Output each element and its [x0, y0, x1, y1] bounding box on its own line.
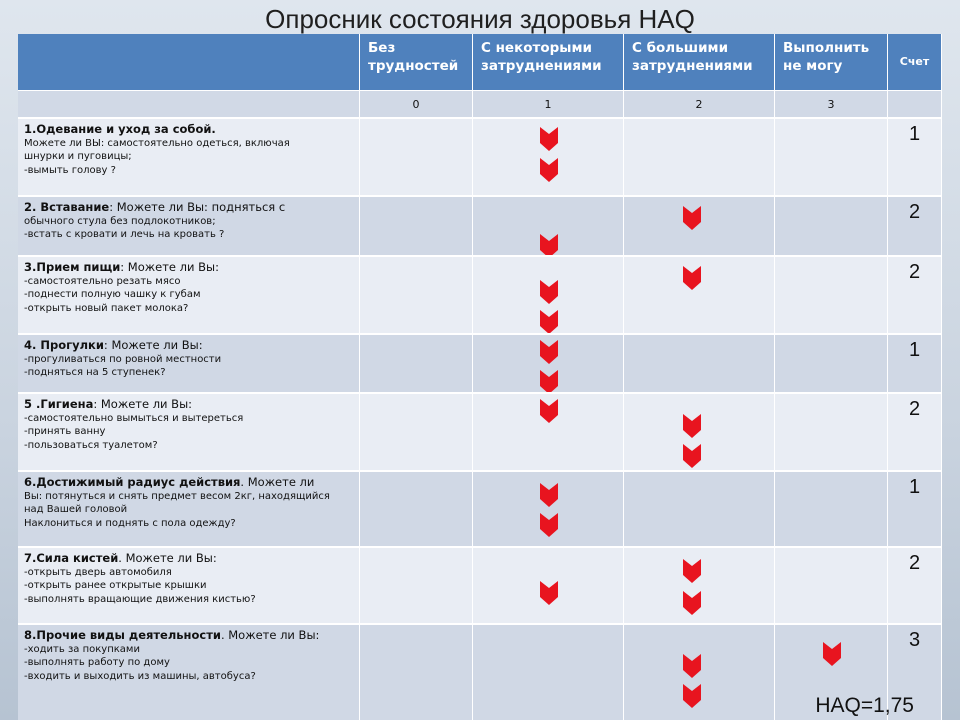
score-cell: 2 [888, 197, 942, 255]
header-unable: Выполнить не могу [775, 34, 888, 90]
question-title-bold: 6.Достижимый радиус действия [24, 475, 241, 489]
header-no-difficulty: Без трудностей [360, 34, 473, 90]
score-cell: 2 [888, 257, 942, 333]
question-title-rest: : Можете ли Вы: подняться с [109, 200, 286, 214]
check-mark-icon [539, 339, 559, 365]
answer-cell-2 [624, 394, 775, 470]
answer-cell-0 [360, 335, 473, 392]
question-line: Можете ли ВЫ: самостоятельно одеться, включая [24, 137, 290, 149]
table-row [18, 333, 942, 392]
answer-cell-3 [775, 548, 888, 623]
question-title [24, 552, 353, 566]
question-line: Наклониться и поднять с пола одежду? [24, 517, 236, 529]
answer-cell-0 [360, 472, 473, 546]
answer-cell-0 [360, 197, 473, 255]
question-title-rest: : Можете ли Вы: [93, 397, 193, 411]
answer-cell-3 [775, 197, 888, 255]
check-mark-icon [822, 641, 842, 667]
question-title-bold: 5 .Гигиена [24, 397, 94, 411]
check-mark-icon [682, 265, 702, 291]
question-cell [18, 472, 360, 546]
number-2: 2 [624, 90, 775, 117]
page-title: Опросник состояния здоровья HAQ [265, 4, 695, 34]
check-mark-icon [682, 653, 702, 679]
question-title-rest: . Можете ли Вы: [220, 628, 320, 642]
question-title [24, 476, 353, 490]
number-0: 0 [360, 90, 473, 117]
question-title-rest: . Можете ли [240, 475, 315, 489]
answer-cell-2 [624, 472, 775, 546]
question-cell [18, 625, 360, 720]
answer-cell-0 [360, 548, 473, 623]
answer-cell-2 [624, 335, 775, 392]
check-mark-icon [539, 157, 559, 183]
question-line: -поднести полную чашку к губам [24, 289, 201, 300]
question-cell [18, 119, 360, 195]
table-row [18, 546, 942, 623]
table-row [18, 195, 942, 255]
header-question [18, 34, 360, 90]
question-title-bold: 7.Сила кистей [24, 551, 119, 565]
score-cell: 1 [888, 119, 942, 195]
answer-cell-3 [775, 119, 888, 195]
question-line: -встать с кровати и лечь на кровать ? [24, 229, 225, 240]
answer-cell-1 [473, 472, 624, 546]
check-mark-icon [682, 558, 702, 584]
answer-cell-2 [624, 548, 775, 623]
check-mark-icon [682, 443, 702, 469]
question-title-bold: 3.Прием пищи [24, 260, 121, 274]
check-mark-icon [539, 398, 559, 424]
table-row [18, 623, 942, 720]
question-line: Вы: потянуться и снять предмет весом 2кг, находящийся [24, 490, 330, 502]
question-line: -принять ванну [24, 426, 106, 437]
number-question [18, 90, 360, 117]
answer-cell-0 [360, 257, 473, 333]
number-1: 1 [473, 90, 624, 117]
table-row [18, 392, 942, 470]
check-mark-icon [539, 279, 559, 305]
question-title-rest: . Можете ли Вы: [118, 551, 217, 565]
answer-cell-3 [775, 472, 888, 546]
answer-cell-0 [360, 625, 473, 720]
question-title-bold: 2. Вставание [24, 200, 110, 214]
answer-cell-1 [473, 625, 624, 720]
question-cell [18, 548, 360, 623]
score-cell: 1 [888, 472, 942, 546]
answer-cell-2 [624, 257, 775, 333]
check-mark-icon [682, 205, 702, 231]
check-mark-icon [682, 413, 702, 439]
question-cell [18, 394, 360, 470]
question-line: -открыть новый пакет молока? [24, 302, 189, 314]
question-line: обычного стула без подлокотников; [24, 215, 216, 227]
question-title-bold: 8.Прочие виды деятельности [24, 628, 221, 642]
answer-cell-1 [473, 119, 624, 195]
score-cell: 2 [888, 394, 942, 470]
question-line: -самостоятельно резать мясо [24, 275, 181, 287]
question-cell [18, 257, 360, 333]
question-title [24, 339, 353, 353]
check-mark-icon [682, 590, 702, 616]
question-title-rest: : Можете ли Вы: [120, 260, 219, 274]
question-line: -выполнять работу по дому [24, 657, 170, 668]
score-cell: 3 [888, 625, 942, 720]
check-mark-icon [682, 683, 702, 709]
answer-cell-2 [624, 197, 775, 255]
question-cell [18, 335, 360, 392]
question-cell [18, 197, 360, 255]
question-title-rest: : Можете ли Вы: [103, 338, 203, 352]
answer-cell-0 [360, 119, 473, 195]
question-title [24, 629, 353, 643]
answer-cell-1 [473, 257, 624, 333]
number-score [888, 90, 942, 117]
answer-cell-3 [775, 335, 888, 392]
score-cell: 2 [888, 548, 942, 623]
haq-table [18, 34, 942, 720]
table-row [18, 117, 942, 195]
answer-cell-2 [624, 119, 775, 195]
header-score: Счет [888, 34, 942, 90]
answer-cell-0 [360, 394, 473, 470]
table-row [18, 255, 942, 333]
question-title-bold: 1.Одевание и уход за собой. [24, 122, 216, 136]
number-3: 3 [775, 90, 888, 117]
question-title-bold: 4. Прогулки [24, 338, 104, 352]
question-line: над Вашей головой [24, 504, 128, 515]
question-line: -самостоятельно вымыться и вытереться [24, 412, 244, 424]
question-line: -ходить за покупками [24, 643, 140, 655]
question-line: -входить и выходить из машины, автобуса? [24, 670, 256, 682]
question-line: -подняться на 5 ступенек? [24, 367, 166, 378]
check-mark-icon [539, 580, 559, 606]
question-line: -открыть дверь автомобиля [24, 566, 172, 578]
question-title [24, 201, 353, 215]
answer-cell-2 [624, 625, 775, 720]
check-mark-icon [539, 512, 559, 538]
header-much-difficulty: С большими затруднениями [624, 34, 775, 90]
check-mark-icon [539, 482, 559, 508]
question-title [24, 123, 353, 137]
question-title [24, 261, 353, 275]
question-title [24, 398, 353, 412]
question-line: -вымыть голову ? [24, 164, 116, 176]
answer-cell-3 [775, 257, 888, 333]
question-line: шнурки и пуговицы; [24, 151, 132, 162]
check-mark-icon [539, 309, 559, 335]
haq-result: HAQ=1,75 [815, 694, 914, 717]
question-line: -прогуливаться по ровной местности [24, 353, 222, 365]
question-line: -открыть ранее открытые крышки [24, 580, 207, 591]
answer-cell-3 [775, 394, 888, 470]
answer-cell-1 [473, 548, 624, 623]
answer-cell-1 [473, 197, 624, 255]
score-cell: 1 [888, 335, 942, 392]
check-mark-icon [539, 126, 559, 152]
question-line: -выполнять вращающие движения кистью? [24, 593, 256, 605]
answer-cell-1 [473, 394, 624, 470]
answer-cell-1 [473, 335, 624, 392]
table-row [18, 470, 942, 546]
question-line: -пользоваться туалетом? [24, 439, 158, 451]
header-some-difficulty: С некоторыми затруднениями [473, 34, 624, 90]
